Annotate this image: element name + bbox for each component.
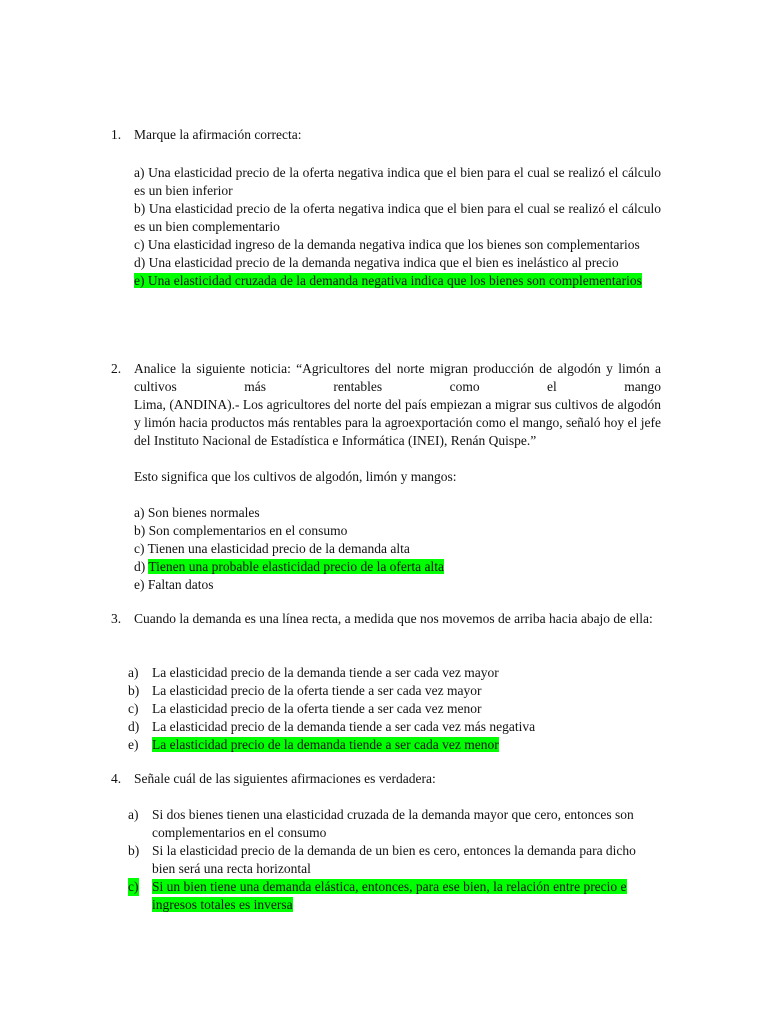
option-b: b) Son complementarios en el consumo [134,523,348,538]
question-number: 1. [111,127,122,142]
option-letter: a) [128,665,139,680]
option-d [128,718,661,736]
question-number: 3. [111,611,122,626]
question-stem: Señale cuál de las siguientes afirmaciones es verdadera: [134,771,436,786]
question-number: 4. [111,771,122,786]
option-c: c) Tienen una elasticidad precio de la demanda alta [134,541,410,556]
question-stem-headline: Analice la siguiente noticia: “Agricultores del norte migran producción de algodón y limón a cultivos más rentables como el mango [134,361,661,394]
options-list [128,806,661,914]
option-letter: c) [128,701,139,716]
option-letter: b) [128,683,140,698]
option-letter: e) [128,737,139,752]
answer-highlight: Si un bien tiene una demanda elástica, entonces, para ese bien, la relación entre precio e ingresos totales es inversa [152,879,627,912]
option-text: La elasticidad precio de la oferta tiende a ser cada vez mayor [152,683,482,698]
option-a [128,806,661,842]
question-number: 2. [111,361,122,376]
option-d-answer [134,558,661,576]
option-text: La elasticidad precio de la oferta tiende a ser cada vez menor [152,701,482,716]
option-letter: d) [134,559,149,574]
option-e-answer [128,736,661,754]
answer-highlight: La elasticidad precio de la demanda tiende a ser cada vez menor [152,737,499,752]
option-letter: c) [128,879,139,894]
option-c-answer [128,878,661,914]
option-b [128,682,661,700]
option-letter: b) [128,843,140,858]
option-text: La elasticidad precio de la demanda tiende a ser cada vez mayor [152,665,499,680]
answer-highlight: e) Una elasticidad cruzada de la demanda negativa indica que los bienes son complementarios [134,273,642,288]
option-text: La elasticidad precio de la demanda tiende a ser cada vez más negativa [152,719,536,734]
option-a: a) Son bienes normales [134,505,260,520]
option-text: Si la elasticidad precio de la demanda de un bien es cero, entonces la demanda para dicho bien será una recta horizontal [152,843,636,876]
answer-highlight: Tienen una probable elasticidad precio de la oferta alta [148,559,445,574]
option-b: b) Una elasticidad precio de la oferta negativa indica que el bien para el cual se realizó el cálculo es un bien complementario [134,201,661,234]
option-b [128,842,661,878]
options-list [128,664,661,754]
options-list [134,164,661,290]
options-list [134,504,661,594]
option-c: c) Una elasticidad ingreso de la demanda negativa indica que los bienes son complementarios [134,237,640,252]
option-letter: d) [128,719,140,734]
option-letter: a) [128,807,139,822]
option-c [128,700,661,718]
question-stem-news: Lima, (ANDINA).- Los agricultores del norte del país empiezan a migrar sus cultivos de algodón y limón hacia productos más rentables para la agroexportación como el mango, señaló hoy el jefe del Instituto Nacional de Estadística e Informática (INEI), Renán Quispe.” [134,397,661,448]
question-stem: Cuando la demanda es una línea recta, a medida que nos movemos de arriba hacia abajo de ella: [134,611,653,626]
option-a: a) Una elasticidad precio de la oferta negativa indica que el bien para el cual se realizó el cálculo es un bien inferior [134,165,661,198]
option-d: d) Una elasticidad precio de la demanda negativa indica que el bien es inelástico al precio [134,255,619,270]
option-text: Si dos bienes tienen una elasticidad cruzada de la demanda mayor que cero, entonces son complementarios en el consumo [152,807,634,840]
question-stem: Marque la afirmación correcta: [134,127,302,142]
option-e: e) Faltan datos [134,577,214,592]
question-prompt: Esto significa que los cultivos de algodón, limón y mangos: [134,469,457,484]
option-a [128,664,661,682]
option-e-answer [134,272,661,290]
